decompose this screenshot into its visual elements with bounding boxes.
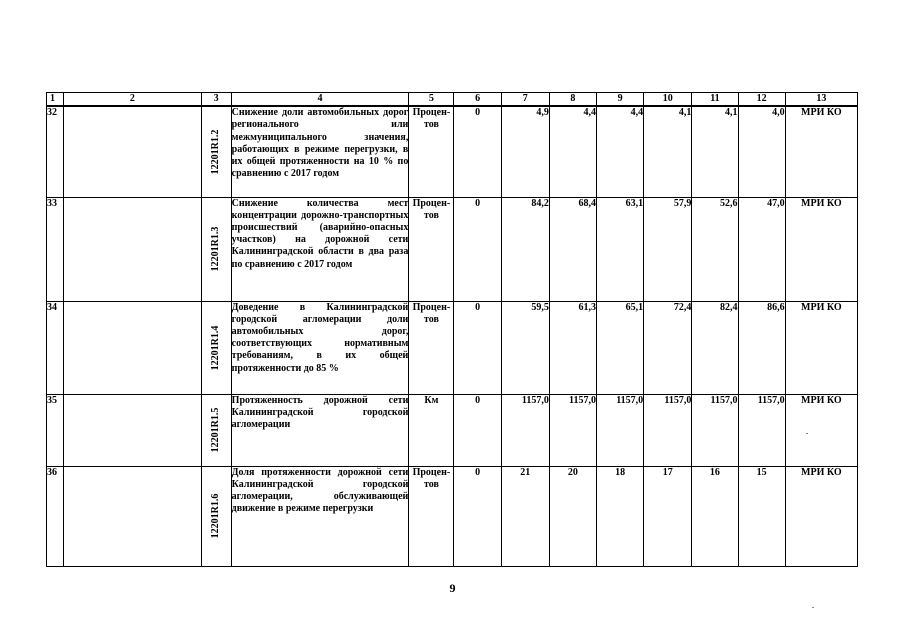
indicator-description bbox=[231, 106, 409, 197]
value-cell: 59,5 bbox=[501, 301, 549, 394]
value-cell: 0 bbox=[454, 301, 501, 394]
value-cell: 68,4 bbox=[549, 197, 596, 301]
empty-cell bbox=[64, 466, 202, 566]
value-cell: 15 bbox=[738, 466, 785, 566]
description-text: Доля протяженности дорожной сети Калининградской городской агломерации, обслуживающей движение в режиме перегрузки bbox=[231, 466, 409, 515]
row-number: 32 bbox=[47, 106, 64, 197]
empty-cell bbox=[64, 197, 202, 301]
indicator-description bbox=[231, 466, 409, 566]
source-cell: МРИ КО bbox=[785, 197, 857, 301]
value-cell: 84,2 bbox=[501, 197, 549, 301]
value-cell: 47,0 bbox=[738, 197, 785, 301]
header-cell: 5 bbox=[409, 93, 454, 107]
value-cell: 1157,0 bbox=[692, 394, 738, 466]
value-cell: 1157,0 bbox=[501, 394, 549, 466]
empty-cell bbox=[64, 106, 202, 197]
indicator-description bbox=[231, 394, 409, 466]
indicator-code-cell bbox=[201, 466, 231, 566]
indicator-code: 12201R1.3 bbox=[210, 226, 222, 272]
table-row bbox=[47, 197, 858, 301]
value-cell: 4,1 bbox=[692, 106, 738, 197]
header-row bbox=[47, 93, 858, 107]
description-text: Доведение в Калининградской городской агломерации доли автомобильных дорог, соответствующих нормативным требованиям, в их общей протяженности до 85 % bbox=[231, 301, 409, 374]
indicator-code-cell bbox=[201, 106, 231, 197]
header-cell: 6 bbox=[454, 93, 501, 107]
header-cell: 1 bbox=[47, 93, 64, 107]
empty-cell bbox=[64, 301, 202, 394]
value-cell: 72,4 bbox=[644, 301, 692, 394]
value-cell: 20 bbox=[549, 466, 596, 566]
value-cell: 21 bbox=[501, 466, 549, 566]
empty-cell bbox=[64, 394, 202, 466]
value-cell: 61,3 bbox=[549, 301, 596, 394]
value-cell: 0 bbox=[454, 106, 501, 197]
value-cell: 1157,0 bbox=[597, 394, 644, 466]
indicator-code-cell bbox=[201, 394, 231, 466]
source-cell: МРИ КО bbox=[785, 301, 857, 394]
value-cell: 18 bbox=[597, 466, 644, 566]
unit-cell: Процен-тов bbox=[409, 106, 454, 197]
value-cell: 0 bbox=[454, 394, 501, 466]
description-text: Снижение количества мест концентрации дорожно-транспортных происшествий (аварийно-опасных участков) на дорожной сети Калининградской области в два раза по сравнению с 2017 годом bbox=[231, 197, 409, 270]
header-cell: 9 bbox=[597, 93, 644, 107]
value-cell: 0 bbox=[454, 197, 501, 301]
value-cell: 4,0 bbox=[738, 106, 785, 197]
indicator-description bbox=[231, 197, 409, 301]
scan-speck bbox=[806, 433, 808, 434]
indicator-code-cell bbox=[201, 301, 231, 394]
value-cell: 1157,0 bbox=[644, 394, 692, 466]
header-cell: 10 bbox=[644, 93, 692, 107]
table-row bbox=[47, 106, 858, 197]
unit-cell: Км bbox=[409, 394, 454, 466]
value-cell: 4,4 bbox=[549, 106, 596, 197]
header-cell: 13 bbox=[785, 93, 857, 107]
value-cell: 65,1 bbox=[597, 301, 644, 394]
table-row bbox=[47, 301, 858, 394]
source-cell: МРИ КО bbox=[785, 394, 857, 466]
row-number: 35 bbox=[47, 394, 64, 466]
unit-cell: Процен-тов bbox=[409, 466, 454, 566]
value-cell: 16 bbox=[692, 466, 738, 566]
header-cell: 2 bbox=[64, 93, 202, 107]
table-row bbox=[47, 466, 858, 566]
page-number: 9 bbox=[449, 581, 456, 595]
value-cell: 4,9 bbox=[501, 106, 549, 197]
value-cell: 86,6 bbox=[738, 301, 785, 394]
indicator-code: 12201R1.5 bbox=[210, 407, 222, 453]
table-row bbox=[47, 394, 858, 466]
indicator-code: 12201R1.4 bbox=[210, 325, 222, 371]
value-cell: 1157,0 bbox=[738, 394, 785, 466]
indicators-table bbox=[46, 92, 858, 567]
header-cell: 8 bbox=[549, 93, 596, 107]
source-cell: МРИ КО bbox=[785, 466, 857, 566]
value-cell: 57,9 bbox=[644, 197, 692, 301]
header-cell: 11 bbox=[692, 93, 738, 107]
header-cell: 4 bbox=[231, 93, 409, 107]
unit-cell: Процен-тов bbox=[409, 197, 454, 301]
value-cell: 1157,0 bbox=[549, 394, 596, 466]
header-cell: 3 bbox=[201, 93, 231, 107]
header-cell: 7 bbox=[501, 93, 549, 107]
indicator-description bbox=[231, 301, 409, 394]
description-text: Снижение доли автомобильных дорог регионального или межмуниципального значения, работающих в режиме перегрузки, в их общей протяженности на 10 % по сравнению с 2017 годом bbox=[231, 107, 409, 180]
row-number: 36 bbox=[47, 466, 64, 566]
description-text: Протяженность дорожной сети Калининградской городской агломерации bbox=[231, 394, 409, 431]
value-cell: 17 bbox=[644, 466, 692, 566]
header-cell: 12 bbox=[738, 93, 785, 107]
row-number: 33 bbox=[47, 197, 64, 301]
indicator-code-cell bbox=[201, 197, 231, 301]
scan-speck bbox=[812, 607, 814, 608]
value-cell: 63,1 bbox=[597, 197, 644, 301]
value-cell: 0 bbox=[454, 466, 501, 566]
row-number: 34 bbox=[47, 301, 64, 394]
indicator-code: 12201R1.6 bbox=[210, 493, 222, 539]
source-cell: МРИ КО bbox=[785, 106, 857, 197]
value-cell: 52,6 bbox=[692, 197, 738, 301]
unit-cell: Процен-тов bbox=[409, 301, 454, 394]
value-cell: 82,4 bbox=[692, 301, 738, 394]
value-cell: 4,1 bbox=[644, 106, 692, 197]
indicator-code: 12201R1.2 bbox=[210, 129, 222, 175]
value-cell: 4,4 bbox=[597, 106, 644, 197]
